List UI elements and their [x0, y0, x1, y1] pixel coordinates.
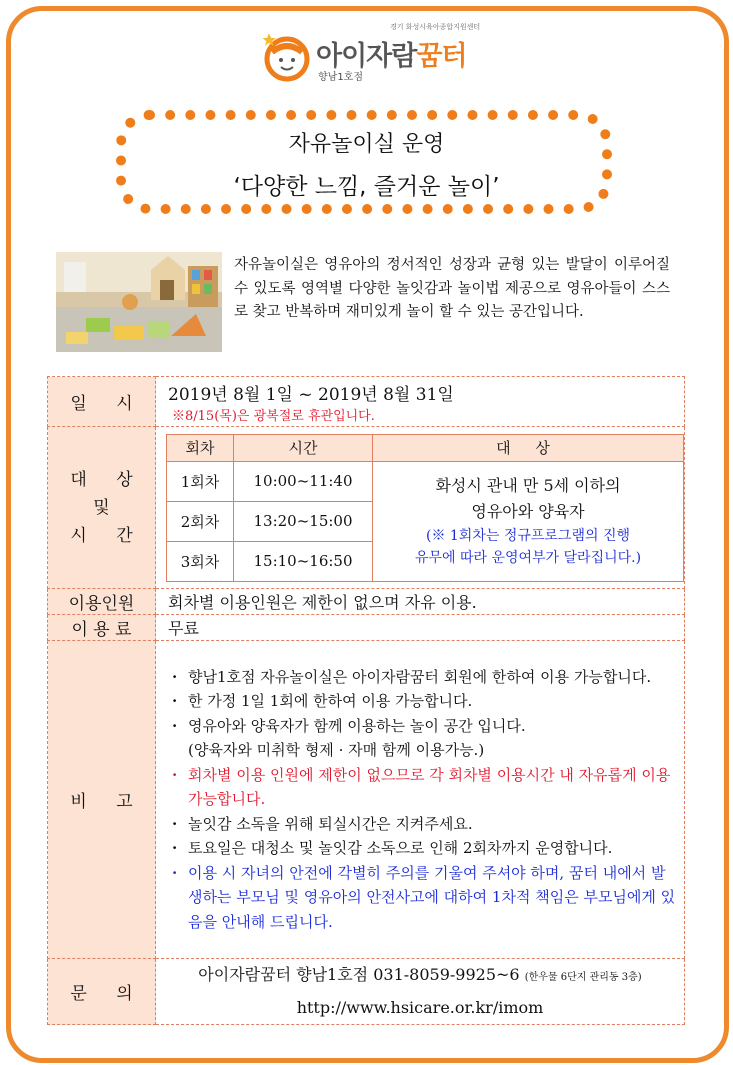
contact-cell: [156, 959, 685, 1025]
col-session: 회차: [167, 434, 234, 461]
capacity-value: 회차별 이용인원은 제한이 없으며 자유 이용.: [156, 589, 685, 615]
sessions-cell: [156, 427, 685, 589]
target-cell: 화성시 관내 만 5세 이하의 영유아와 양육자 (※ 1회차는 정규프로그램의 진행 유무에 따라 운영여부가 달라집니다.): [373, 461, 684, 581]
note-item: · 놀잇감 소독을 위해 퇴실시간은 지켜주세요.: [172, 812, 676, 837]
col-target: 대 상: [373, 434, 684, 461]
session-row: 3회차 15:10~16:50: [167, 541, 684, 581]
session-row: 2회차 13:20~15:00: [167, 501, 684, 541]
logo-face-icon: [262, 32, 312, 82]
notes-cell: [156, 641, 685, 959]
fee-value: 무료: [156, 615, 685, 641]
notes-list: [164, 665, 676, 935]
date-label: 일 시: [48, 377, 156, 427]
logo-text: 아이자람꿈터: [316, 41, 467, 72]
note-item: · 한 가정 1일 1회에 한하여 이용 가능합니다.: [172, 689, 676, 714]
info-table: [47, 376, 685, 1025]
contact-url[interactable]: http://www.hsicare.or.kr/imom: [296, 998, 544, 1017]
fee-label: 이 용 료: [48, 615, 156, 641]
contact-address: (한우물 6단지 관리동 3층): [524, 972, 642, 983]
playroom-photo: [56, 252, 222, 352]
notes-label: 비 고: [48, 641, 156, 959]
date-range: 2019년 8월 1일 ~ 2019년 8월 31일: [168, 384, 454, 405]
title-line2: ‘다양한 느낌, 즐거운 놀이’: [233, 174, 500, 200]
sessions-table: [166, 434, 684, 582]
intro-text: 자유놀이실은 영유아의 정서적인 성장과 균형 있는 발달이 이루어질 수 있도록 영역별 다양한 놀잇감과 놀이법 제공으로 영유아들이 스스로 찾고 반복하며 재미있게 놀이 할 수 있는 공간입니다.: [234, 257, 670, 320]
session-row: 1회차 10:00~11:40 화성시 관내 만 5세 이하의 영유아와 양육자 (※ 1회차는 정규프로그램의 진행 유무에 따라 운영여부가 달라집니다.): [167, 461, 684, 501]
col-time: 시간: [234, 434, 373, 461]
note-item: · 이용 시 자녀의 안전에 각별히 주의를 기울여 주셔야 하며, 꿈터 내에서 발생하는 부모님 및 영유아의 안전사고에 대하여 1차적 책임은 부모님에게 있음을 안내해 드립니다.: [172, 861, 676, 935]
note-item: · 회차별 이용 인원에 제한이 없으므로 각 회차별 이용시간 내 자유롭게 이용 가능합니다.: [172, 763, 676, 812]
capacity-label: 이용인원: [48, 589, 156, 615]
logo-branch: 향남1호점: [318, 72, 364, 83]
logo-org-text: 경기 화성시육아종합지원센터: [390, 23, 481, 31]
title-line1: 자유놀이실 운영: [288, 132, 445, 157]
contact-label: 문 의: [48, 959, 156, 1025]
note-item: · 토요일은 대청소 및 놀잇감 소독으로 인해 2회차까지 운영합니다.: [172, 836, 676, 861]
note-item: · 향남1호점 자유놀이실은 아이자람꿈터 회원에 한하여 이용 가능합니다.: [172, 665, 676, 690]
date-cell: [156, 377, 685, 427]
note-item: · 영유아와 양육자가 함께 이용하는 놀이 공간 입니다. (양육자와 미취학 형제 · 자매 함께 이용가능.): [172, 714, 676, 763]
date-notice: ※8/15(목)은 광복절로 휴관입니다.: [172, 408, 375, 424]
logo: [262, 18, 522, 88]
sessions-label: 대 상 및 시 간: [48, 427, 156, 589]
contact-phone: 아이자람꿈터 향남1호점 031-8059-9925~6: [198, 965, 520, 984]
